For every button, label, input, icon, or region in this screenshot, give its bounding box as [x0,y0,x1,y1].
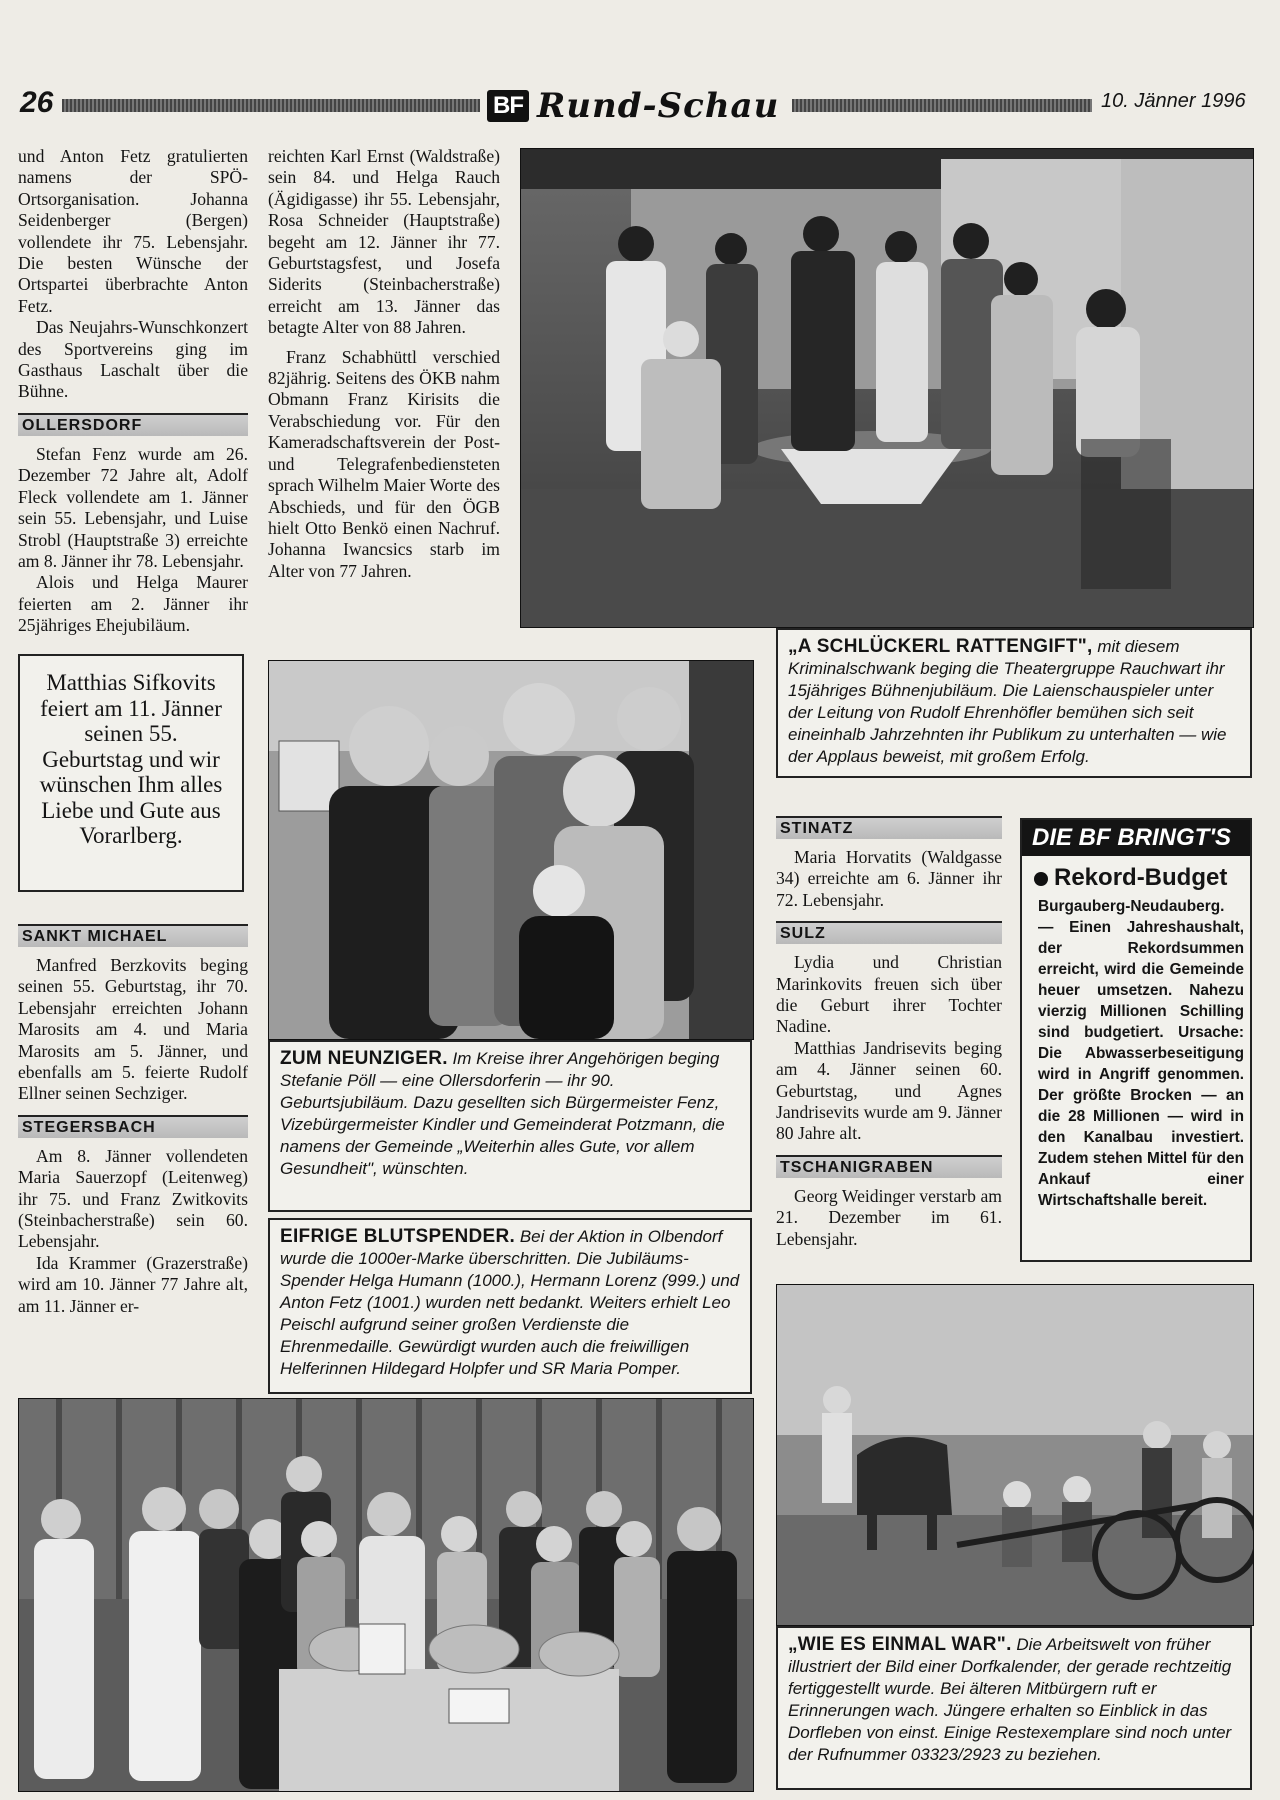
section-heading-sulz: SULZ [776,921,1002,944]
neunziger-caption-text: Im Kreise ihrer Angehörigen beging Stefanie Pöll — eine Ollersdorferin — ihr 90. Geburtsjubiläum. Dazu gesellten sich Bürgermeister Fenz, Vizebürgermeister Kindler und Gemeinderat Potzmann, die namens der Gemeinde „Weiterhin alles Gute, vor allem Gesundheit", wünschten. [280,1049,725,1178]
neunziger-photo [268,660,754,1040]
col1-paragraph: und Anton Fetz gratulierten namens der SPÖ-Ortsorganisation. Johanna Seidenberger (Bergen) vollendete ihr 75. Lebensjahr. Die besten Wünsche der Ortspartei überbrachte Anton Fetz. [18,146,248,316]
column-1-top [18,146,248,637]
bf-box-text: Burgauberg-Neudauberg. — Einen Jahreshaushalt, der Rekordsummen erreicht, wird die Gemeinde heuer umsetzen. Nahezu vierzig Millionen Schilling sind budgetiert. Ursache: Die Abwasserbeseitigung wird in Angriff genommen. Der größte Brocken — an die 28 Millionen — wird in den Kanalbau investiert. Zudem stehen Mittel für den Ankauf einer Wirtschaftshalle bereit. [1038,898,1244,1209]
einmal-caption-text: Die Arbeitswelt von früher illustriert der Bild einer Dorfkalender, der gerade rechtzeitig fertiggestellt wurde. Bei älteren Mitbürgern ruft er Erinnerungen wach. Jüngere erhalten so Einblick in das Dorfleben von einst. Einige Restexemplare sind noch unter der Rufnummer 03323/2923 zu beziehen. [788,1635,1232,1764]
header-rule-left [62,99,480,112]
bf-box-header: DIE BF BRINGT'S [1022,820,1250,856]
col1-paragraph: Am 8. Jänner vollendeten Maria Sauerzopf (Leitenweg) ihr 75. und Franz Zwitkovits (Steinbacherstraße) sein 60. Lebensjahr. [18,1145,248,1252]
page-number: 26 [20,86,54,119]
section-heading-stegersbach: STEGERSBACH [18,1115,248,1138]
col1-paragraph: Alois und Helga Maurer feierten am 2. Jänner ihr 25jähriges Ehejubiläum. [18,572,248,636]
header-rule-right [792,99,1092,112]
col1-paragraph: Manfred Berzkovits beging seinen 55. Geburtstag, ihr 70. Lebensjahr erreichten Johann Marosits am 4. und Maria Marosits am 5. Jänner, und ebenfalls am 5. feierte Rudolf Ellner seinen Sechziger. [18,955,248,1104]
bf-box-title-row [1022,856,1250,896]
section-heading-sankt-michael: SANKT MICHAEL [18,924,248,947]
blutspender-photo [18,1398,754,1792]
column-1-bottom [18,920,248,1317]
theater-photo-image [521,149,1253,627]
theater-caption-title: „A SCHLÜCKERL RATTENGIFT", [788,636,1093,657]
neunziger-caption-title: ZUM NEUNZIGER. [280,1048,448,1069]
birthday-wish-box [18,654,244,892]
blutspender-caption-title: EIFRIGE BLUTSPENDER. [280,1226,516,1247]
bullet-icon [1034,872,1048,886]
section-heading-stinatz: STINATZ [776,816,1002,839]
neunziger-caption [268,1040,752,1212]
col2-paragraph: reichten Karl Ernst (Waldstraße) sein 84. und Helga Rauch (Ägidigasse) ihr 55. Lebensjahr, Rosa Schneider (Hauptstraße) begeht am 12. Jänner ihr 77. Geburtstagsfest, und Josefa Siderits (Steinbacherstraße) erreicht am 13. Jänner das betagte Alter von 88 Jahren. [268,146,500,338]
column-2 [268,146,500,582]
col3-paragraph: Maria Horvatits (Waldgasse 34) erreichte am 6. Jänner ihr 72. Lebensjahr. [776,847,1002,910]
section-heading-ollersdorf: OLLERSDORF [18,413,248,436]
logo-bf-badge: BF [487,90,529,122]
birthday-wish-text: Matthias Sifkovits feiert am 11. Jänner seinen 55. Geburtstag und wir wünschen Ihm alles Liebe und Gute aus Vorarlberg. [39,670,223,848]
col2-paragraph: Franz Schabhüttl verschied 82jährig. Seitens des ÖKB nahm Obmann Franz Kirisits die Verabschiedung vor. Für den Kameradschaftsverein der Post- und Telegrafenbediensteten sprach Wilhelm Maier Worte des Abschieds, und für den ÖGB hielt Otto Benkö einen Nachruf. Johanna Iwancsics starb im Alter von 77 Jahren. [268,346,500,581]
blutspender-caption-text: Bei der Aktion in Olbendorf wurde die 1000er-Marke überschritten. Die Jubiläums-Spender Helga Humann (1000.), Hermann Lorenz (999.) und Anton Fetz (1001.) wurden nett bedankt. Weiters erhielt Leo Peischl aufgrund seiner großen Verdienste die Ehrenmedaille. Gewürdigt wurden auch die freiwilligen Helferinnen Hildegard Holpfer und SR Maria Pomper. [280,1227,740,1378]
neunziger-photo-image [269,661,753,1039]
col3-paragraph: Matthias Jandrisevits beging am 4. Jänner seinen 60. Geburtstag, und Agnes Jandrisevits wurde am 9. Jänner 80 Jahre alt. [776,1037,1002,1144]
col1-paragraph: Das Neujahrs-Wunschkonzert des Sportvereins ging im Gasthaus Laschalt über die Bühne. [18,317,248,402]
theater-caption-text: mit diesem Kriminalschwank beging die Theatergruppe Rauchwart ihr 15jähriges Bühnenjubiläum. Die Laienschauspieler unter der Leitung von Rudolf Ehrenhöfler bemühen sich seit eineinhalb Jahrzehnten ihr Publikum zu unterhalten — wie der Applaus beweist, mit großem Erfolg. [788,637,1227,766]
einmal-caption [776,1626,1252,1790]
einmal-caption-title: „WIE ES EINMAL WAR". [788,1634,1012,1655]
col3-paragraph: Georg Weidinger verstarb am 21. Dezember im 61. Lebensjahr. [776,1185,1002,1249]
issue-date: 10. Jänner 1996 [1101,90,1246,112]
logo-name: Rund-Schau [537,86,780,126]
historic-farm-photo-image [777,1285,1253,1625]
blutspender-photo-image [19,1399,753,1791]
col3-paragraph: Lydia und Christian Marinkovits freuen sich über die Geburt ihrer Tochter Nadine. [776,952,1002,1037]
bf-box-title: Rekord-Budget [1054,864,1228,891]
historic-farm-photo [776,1284,1254,1626]
masthead-logo [487,86,787,126]
column-3 [776,816,1002,1250]
col1-paragraph: Ida Krammer (Grazerstraße) wird am 10. Jänner 77 Jahre alt, am 11. Jänner er- [18,1252,248,1316]
theater-photo [520,148,1254,628]
bf-bringts-box [1020,818,1252,1262]
blutspender-caption [268,1218,752,1394]
section-heading-tschanigraben: TSCHANIGRABEN [776,1155,1002,1178]
theater-caption [776,628,1252,778]
col1-paragraph: Stefan Fenz wurde am 26. Dezember 72 Jahre alt, Adolf Fleck vollendete am 1. Jänner sein 55. Lebensjahr, und Luise Strobl (Hauptstraße 3) erreichte am 8. Jänner ihr 78. Lebensjahr. [18,443,248,571]
